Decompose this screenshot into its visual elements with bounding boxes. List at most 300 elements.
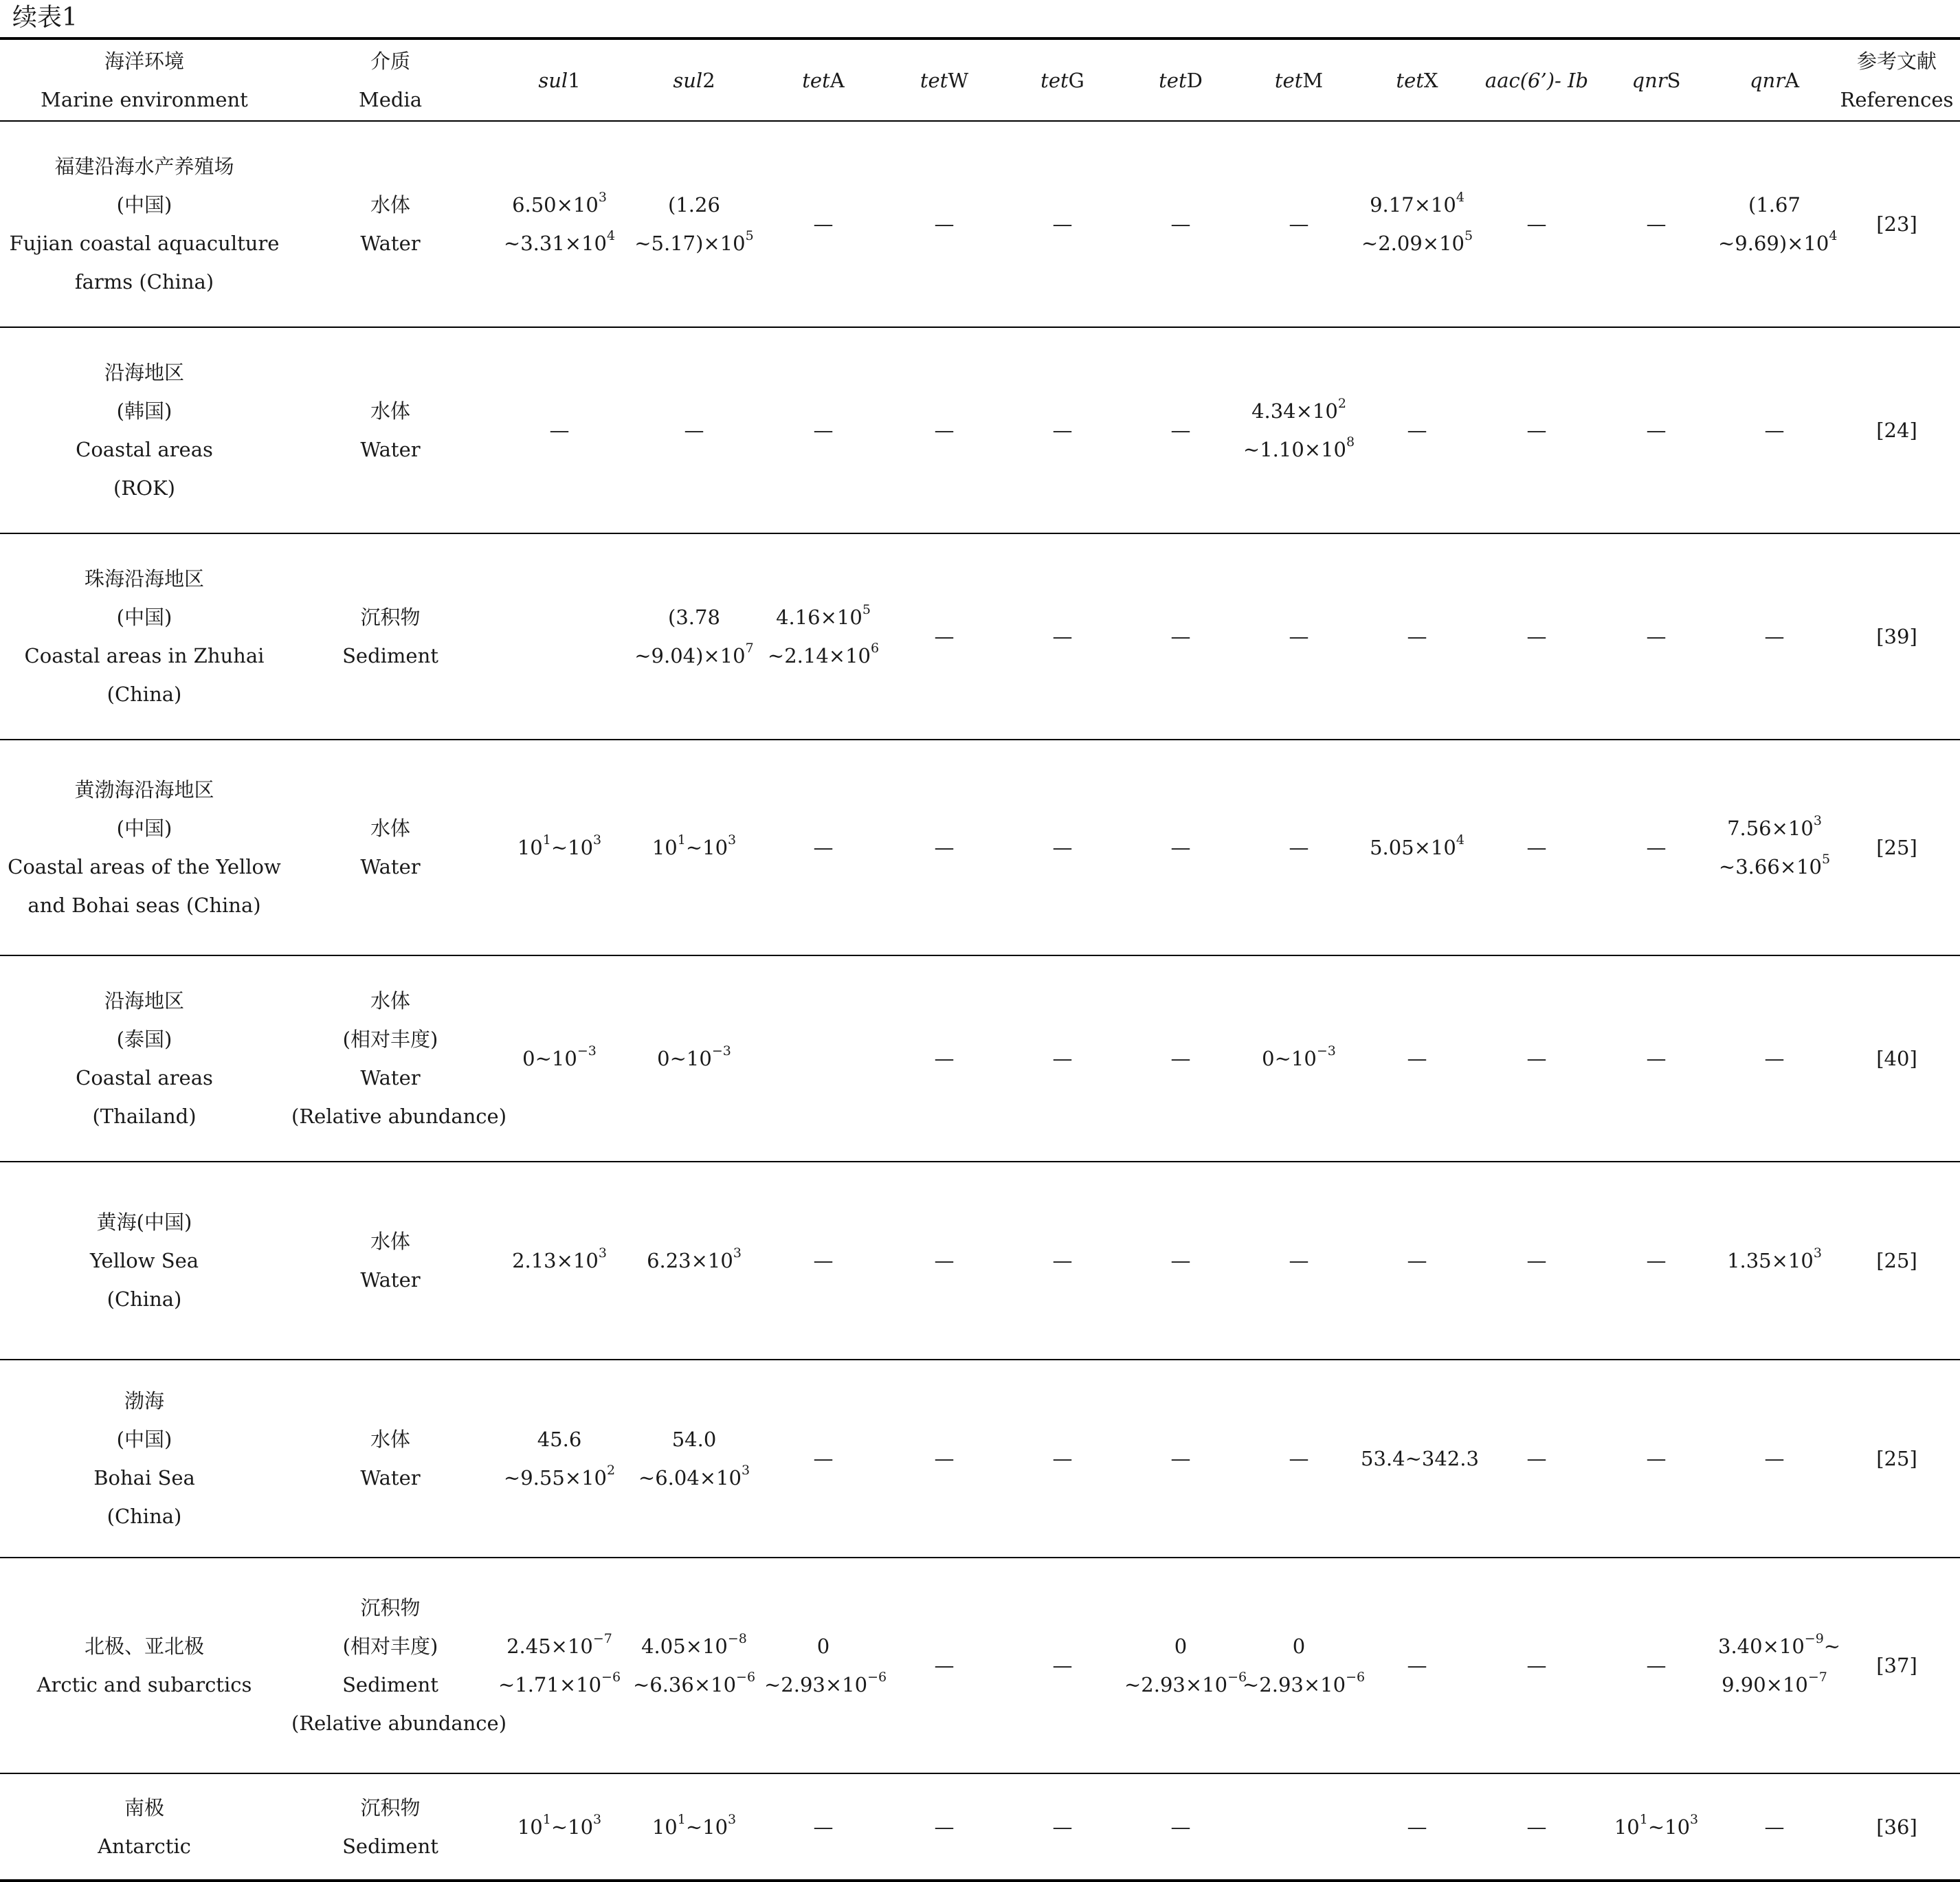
cell-reference: [36] xyxy=(1834,1773,1960,1881)
media-line: Water xyxy=(360,855,421,878)
environment-line: 黄海(中国) xyxy=(96,1210,192,1234)
media-line: Sediment xyxy=(342,644,438,667)
value-line: — xyxy=(1764,625,1785,648)
value-line: — xyxy=(934,1047,955,1070)
cell-value xyxy=(627,121,761,327)
value-line: — xyxy=(1646,625,1667,648)
header-media xyxy=(289,38,492,121)
cell-value xyxy=(1597,533,1715,740)
value-line: — xyxy=(934,1654,955,1677)
cell-value xyxy=(492,121,627,327)
value-line: — xyxy=(1526,1447,1547,1470)
value-line: — xyxy=(934,1815,955,1839)
environment-line: 黄渤海沿海地区 xyxy=(74,778,214,801)
cell-value xyxy=(885,327,1003,533)
cell-environment xyxy=(0,1360,289,1558)
header-references xyxy=(1834,38,1960,121)
cell-value xyxy=(1715,1360,1834,1558)
value-line: $\sim 2.93\times 10^{-6}$ xyxy=(1124,1670,1247,1696)
media-line: (Relative abundance) xyxy=(291,1105,507,1128)
value-line: — xyxy=(1170,1047,1191,1070)
value-line: — xyxy=(813,419,834,442)
gene-prefix: tet xyxy=(1396,68,1424,92)
table-row xyxy=(0,533,1960,740)
header-gene xyxy=(1597,38,1715,121)
cell-value xyxy=(1597,1773,1715,1881)
value-line: — xyxy=(813,212,834,236)
value-line: $\sim 6.04\times 10^3$ xyxy=(638,1463,750,1490)
value-line: — xyxy=(1407,1047,1427,1070)
gene-suffix: G xyxy=(1068,68,1084,92)
environment-line: 渤海 xyxy=(124,1389,164,1413)
cell-value xyxy=(1003,1360,1122,1558)
cell-value xyxy=(627,1360,761,1558)
cell-environment xyxy=(0,533,289,740)
cell-value xyxy=(1476,1558,1597,1773)
cell-value xyxy=(492,955,627,1162)
cell-value xyxy=(1003,955,1122,1162)
value-line: — xyxy=(1170,1447,1191,1470)
gene-prefix: tet xyxy=(802,68,830,92)
value-line: — xyxy=(1407,1249,1427,1272)
environment-line: (泰国) xyxy=(116,1028,172,1051)
media-line: (相对丰度) xyxy=(342,1635,438,1658)
cell-value xyxy=(1122,1773,1240,1881)
environment-line: and Bohai seas (China) xyxy=(27,894,261,917)
cell-reference: [23] xyxy=(1834,121,1960,327)
gene-suffix: 2 xyxy=(702,68,715,92)
value-line: $\sim 9.69)\times 10^4$ xyxy=(1718,228,1838,255)
cell-value xyxy=(885,1773,1003,1881)
cell-environment xyxy=(0,121,289,327)
value-line: $2.13\times 10^3$ xyxy=(512,1246,607,1272)
header-gene xyxy=(1122,38,1240,121)
cell-value xyxy=(492,1162,627,1360)
gene-prefix: aac(6’)- Ib xyxy=(1484,68,1589,92)
gene-suffix: 1 xyxy=(568,68,581,92)
cell-value xyxy=(1003,533,1122,740)
cell-value xyxy=(1240,1162,1358,1360)
environment-line: 珠海沿海地区 xyxy=(84,567,204,590)
cell-environment xyxy=(0,1773,289,1881)
cell-value xyxy=(885,1360,1003,1558)
cell-value xyxy=(1003,327,1122,533)
value-line: — xyxy=(1764,1047,1785,1070)
value-line: — xyxy=(1526,625,1547,648)
value-line: — xyxy=(684,419,704,442)
cell-value xyxy=(1715,955,1834,1162)
value-line: — xyxy=(1764,1815,1785,1839)
gene-prefix: qnr xyxy=(1749,68,1785,92)
value-line: — xyxy=(1646,212,1667,236)
table-row xyxy=(0,327,1960,533)
cell-value xyxy=(1122,955,1240,1162)
environment-line: Fujian coastal aquaculture xyxy=(9,232,280,255)
cell-value xyxy=(1122,121,1240,327)
cell-value xyxy=(1003,1162,1122,1360)
value-line: — xyxy=(1646,1047,1667,1070)
value-line: — xyxy=(1170,625,1191,648)
cell-value xyxy=(1715,533,1834,740)
cell-value xyxy=(627,327,761,533)
value-line: — xyxy=(934,836,955,859)
table-row xyxy=(0,740,1960,955)
value-line: — xyxy=(1646,836,1667,859)
gene-suffix: S xyxy=(1667,68,1681,92)
cell-value xyxy=(492,740,627,955)
value-line: — xyxy=(1289,1249,1309,1272)
cell-value xyxy=(627,955,761,1162)
header-media-en: Media xyxy=(359,87,422,111)
header-ref-en: References xyxy=(1840,87,1954,111)
cell-value xyxy=(1003,740,1122,955)
value-line: 53.4~342.3 xyxy=(1361,1447,1479,1470)
value-line: — xyxy=(1052,1047,1073,1070)
value-line: 45.6 xyxy=(537,1428,582,1451)
cell-value xyxy=(1122,533,1240,740)
environment-line: 沿海地区 xyxy=(104,989,184,1012)
media-line: 水体 xyxy=(370,1230,410,1253)
cell-value xyxy=(1597,955,1715,1162)
value-line: $10^1\sim 10^3$ xyxy=(517,832,602,859)
header-gene xyxy=(627,38,761,121)
cell-value xyxy=(1358,740,1476,955)
data-table xyxy=(0,37,1960,1882)
cell-value xyxy=(1597,740,1715,955)
cell-value xyxy=(1715,740,1834,955)
media-line: 沉积物 xyxy=(360,1795,421,1819)
media-line: Water xyxy=(360,232,421,255)
header-gene xyxy=(1715,38,1834,121)
cell-reference: [40] xyxy=(1834,955,1960,1162)
value-line: — xyxy=(1289,836,1309,859)
value-line: — xyxy=(1764,1447,1785,1470)
cell-media xyxy=(289,327,492,533)
value-line: — xyxy=(813,1249,834,1272)
header-row xyxy=(0,38,1960,121)
environment-line: Coastal areas of the Yellow xyxy=(8,855,281,878)
cell-value xyxy=(1715,1773,1834,1881)
cell-reference: [24] xyxy=(1834,327,1960,533)
gene-prefix: tet xyxy=(920,68,948,92)
value-line: — xyxy=(549,419,570,442)
cell-value xyxy=(492,533,627,740)
cell-value xyxy=(1597,327,1715,533)
environment-line: (中国) xyxy=(116,817,172,840)
cell-value xyxy=(1358,1558,1476,1773)
media-line: Sediment xyxy=(342,1834,438,1858)
value-line: $2.45\times 10^{-7}$ xyxy=(506,1631,612,1658)
gene-prefix: sul xyxy=(673,68,703,92)
header-gene xyxy=(1240,38,1358,121)
value-line: — xyxy=(1052,625,1073,648)
value-line: — xyxy=(1407,1654,1427,1677)
value-line: $0\sim 10^{-3}$ xyxy=(657,1043,731,1070)
value-line: — xyxy=(813,1815,834,1839)
cell-value xyxy=(1122,1162,1240,1360)
value-line: $\sim 1.10\times 10^8$ xyxy=(1243,434,1355,461)
gene-suffix: M xyxy=(1302,68,1324,92)
value-line: — xyxy=(1052,1654,1073,1677)
value-line: $3.40\times 10^{-9}\sim$ xyxy=(1718,1631,1841,1658)
cell-value xyxy=(627,740,761,955)
table-row xyxy=(0,1773,1960,1881)
cell-value xyxy=(1240,1360,1358,1558)
environment-line: (China) xyxy=(107,683,182,706)
environment-line: Coastal areas xyxy=(76,1066,213,1089)
table-caption: 续表1 xyxy=(12,3,78,32)
cell-value xyxy=(885,533,1003,740)
environment-line: 沿海地区 xyxy=(104,361,184,384)
value-line: — xyxy=(1646,1447,1667,1470)
media-line: Water xyxy=(360,1466,421,1490)
cell-value xyxy=(1003,121,1122,327)
value-line: — xyxy=(1170,1249,1191,1272)
table-row xyxy=(0,121,1960,327)
media-line: 水体 xyxy=(370,989,410,1012)
cell-value xyxy=(1122,1360,1240,1558)
cell-value xyxy=(1003,1773,1122,1881)
value-line: — xyxy=(1526,1815,1547,1839)
cell-media xyxy=(289,1162,492,1360)
cell-value xyxy=(1240,1773,1358,1881)
cell-value xyxy=(761,1773,885,1881)
value-line: — xyxy=(934,1249,955,1272)
value-line: — xyxy=(1646,1249,1667,1272)
environment-line: 南极 xyxy=(124,1795,164,1819)
environment-line: (Thailand) xyxy=(92,1105,197,1128)
cell-value xyxy=(492,1558,627,1773)
value-line: 0 xyxy=(1292,1635,1306,1658)
value-line: $\sim 3.31\times 10^4$ xyxy=(503,228,616,255)
value-line: 0 xyxy=(816,1635,830,1658)
cell-value xyxy=(1715,121,1838,327)
cell-environment xyxy=(0,955,289,1162)
value-line: — xyxy=(1052,1447,1073,1470)
value-line: — xyxy=(1646,419,1667,442)
value-line: $9.90\times 10^{-7}$ xyxy=(1722,1670,1827,1696)
cell-value xyxy=(1476,327,1597,533)
value-line: — xyxy=(1170,836,1191,859)
value-line: $\sim 9.04)\times 10^7$ xyxy=(634,641,754,667)
media-line: 沉积物 xyxy=(360,1596,421,1619)
value-line: $1.35\times 10^3$ xyxy=(1727,1246,1822,1272)
cell-value xyxy=(761,740,885,955)
cell-value xyxy=(885,1162,1003,1360)
value-line: $\sim 1.71\times 10^{-6}$ xyxy=(498,1670,621,1696)
value-line: — xyxy=(1526,419,1547,442)
cell-value xyxy=(627,1773,761,1881)
value-line: $\sim 3.66\times 10^5$ xyxy=(1718,852,1831,878)
header-gene xyxy=(1003,38,1122,121)
cell-value xyxy=(1240,740,1358,955)
value-line: — xyxy=(1646,1654,1667,1677)
cell-value xyxy=(885,955,1003,1162)
cell-value xyxy=(1240,533,1358,740)
cell-reference: [39] xyxy=(1834,533,1960,740)
gene-prefix: tet xyxy=(1040,68,1069,92)
media-line: 水体 xyxy=(370,1428,410,1451)
environment-line: 福建沿海水产养殖场 xyxy=(54,155,234,178)
cell-value xyxy=(1358,1773,1476,1881)
cell-value xyxy=(492,1773,627,1881)
value-line: $\sim 2.93\times 10^{-6}$ xyxy=(764,1670,887,1696)
gene-suffix: D xyxy=(1186,68,1203,92)
cell-value xyxy=(1476,740,1597,955)
header-gene xyxy=(885,38,1003,121)
table-body xyxy=(0,121,1960,1881)
cell-value xyxy=(1597,121,1715,327)
environment-line: (中国) xyxy=(116,193,172,217)
cell-value xyxy=(1476,121,1597,327)
value-line: 54.0 xyxy=(671,1428,717,1451)
value-line: $5.05\times 10^4$ xyxy=(1370,832,1465,859)
table-row xyxy=(0,1360,1960,1558)
header-env xyxy=(0,38,289,121)
cell-value xyxy=(1597,1558,1715,1773)
environment-line: Antarctic xyxy=(98,1834,191,1858)
environment-line: Arctic and subarctics xyxy=(36,1673,252,1696)
gene-prefix: qnr xyxy=(1632,68,1667,92)
value-line: — xyxy=(934,212,955,236)
cell-value xyxy=(1597,1360,1715,1558)
value-line: $4.34\times 10^2$ xyxy=(1251,396,1346,423)
cell-environment xyxy=(0,740,289,955)
cell-media xyxy=(289,1773,492,1881)
value-line: $10^1\sim 10^3$ xyxy=(652,1811,737,1839)
value-line: 0 xyxy=(1174,1635,1188,1658)
value-line: — xyxy=(1052,1249,1073,1272)
cell-media xyxy=(289,533,492,740)
cell-media xyxy=(289,955,507,1162)
value-line: $10^1\sim 10^3$ xyxy=(652,832,737,859)
environment-line: 北极、亚北极 xyxy=(84,1635,204,1658)
cell-value xyxy=(1715,1558,1841,1773)
value-line: — xyxy=(1052,836,1073,859)
header-ref-cn: 参考文献 xyxy=(1856,49,1937,73)
cell-value xyxy=(1476,1162,1597,1360)
value-line: — xyxy=(1526,836,1547,859)
cell-value xyxy=(761,121,885,327)
value-line: $4.16\times 10^5$ xyxy=(776,602,871,629)
value-line: — xyxy=(1170,1815,1191,1839)
cell-value xyxy=(1358,1360,1479,1558)
cell-value xyxy=(761,327,885,533)
cell-value xyxy=(1358,533,1476,740)
cell-media xyxy=(289,121,492,327)
cell-value xyxy=(1240,955,1358,1162)
cell-reference: [37] xyxy=(1834,1558,1960,1773)
environment-line: Bohai Sea xyxy=(93,1466,195,1490)
table-row xyxy=(0,955,1960,1162)
cell-value xyxy=(1358,121,1476,327)
cell-value xyxy=(627,1558,761,1773)
media-line: (相对丰度) xyxy=(342,1028,438,1051)
cell-environment xyxy=(0,1558,289,1773)
environment-line: (China) xyxy=(107,1287,182,1311)
value-line: — xyxy=(1407,419,1427,442)
cell-environment xyxy=(0,327,289,533)
cell-media xyxy=(289,740,492,955)
cell-value xyxy=(1240,1558,1366,1773)
header-gene xyxy=(761,38,885,121)
cell-value xyxy=(885,740,1003,955)
cell-value xyxy=(1597,1162,1715,1360)
value-line: $7.56\times 10^3$ xyxy=(1727,813,1822,840)
gene-prefix: tet xyxy=(1159,68,1187,92)
value-line: — xyxy=(813,1447,834,1470)
value-line: $10^1\sim 10^3$ xyxy=(517,1811,602,1839)
cell-environment xyxy=(0,1162,289,1360)
environment-line: (中国) xyxy=(116,606,172,629)
cell-reference: [25] xyxy=(1834,740,1960,955)
cell-media xyxy=(289,1360,492,1558)
environment-line: (中国) xyxy=(116,1428,172,1451)
media-line: 水体 xyxy=(370,193,410,217)
value-line: — xyxy=(934,1447,955,1470)
value-line: — xyxy=(1526,1047,1547,1070)
value-line: $\sim 5.17)\times 10^5$ xyxy=(634,228,754,255)
table-row xyxy=(0,1162,1960,1360)
cell-value xyxy=(1715,327,1834,533)
header-media-cn: 介质 xyxy=(370,49,410,73)
gene-prefix: tet xyxy=(1274,68,1303,92)
cell-value xyxy=(1476,533,1597,740)
cell-value xyxy=(492,1360,627,1558)
value-line: $\sim 9.55\times 10^2$ xyxy=(503,1463,616,1490)
cell-reference: [25] xyxy=(1834,1162,1960,1360)
value-line: — xyxy=(1289,1447,1309,1470)
cell-value xyxy=(1003,1558,1122,1773)
cell-value xyxy=(761,533,885,740)
cell-value xyxy=(1122,327,1240,533)
cell-value xyxy=(885,121,1003,327)
value-line: — xyxy=(1407,1815,1427,1839)
cell-value xyxy=(761,955,885,1162)
value-line: — xyxy=(934,625,955,648)
cell-value xyxy=(1240,327,1358,533)
gene-suffix: W xyxy=(948,68,969,92)
environment-line: (韩国) xyxy=(116,399,172,423)
cell-reference: [25] xyxy=(1834,1360,1960,1558)
cell-value xyxy=(1715,1162,1834,1360)
environment-line: farms (China) xyxy=(74,270,214,294)
value-line: (1.26 xyxy=(668,193,720,217)
media-line: Water xyxy=(360,1066,421,1089)
gene-suffix: A xyxy=(1785,68,1800,92)
gene-suffix: X xyxy=(1423,68,1438,92)
header-gene xyxy=(492,38,627,121)
value-line: $\sim 6.36\times 10^{-6}$ xyxy=(632,1670,756,1696)
cell-value xyxy=(627,1162,761,1360)
media-line: 沉积物 xyxy=(360,606,421,629)
media-line: Water xyxy=(360,438,421,461)
cell-value xyxy=(1240,121,1358,327)
cell-value xyxy=(492,327,627,533)
cell-value xyxy=(1358,327,1476,533)
table-row xyxy=(0,1558,1960,1773)
media-line: (Relative abundance) xyxy=(291,1712,507,1735)
cell-value xyxy=(1358,955,1476,1162)
value-line: — xyxy=(1526,212,1547,236)
environment-line: (China) xyxy=(107,1505,182,1528)
value-line: $4.05\times 10^{-8}$ xyxy=(641,1631,747,1658)
value-line: $0\sim 10^{-3}$ xyxy=(1262,1043,1336,1070)
value-line: $0\sim 10^{-3}$ xyxy=(522,1043,597,1070)
media-line: Sediment xyxy=(342,1673,438,1696)
header-gene xyxy=(1358,38,1476,121)
cell-media xyxy=(289,1558,507,1773)
